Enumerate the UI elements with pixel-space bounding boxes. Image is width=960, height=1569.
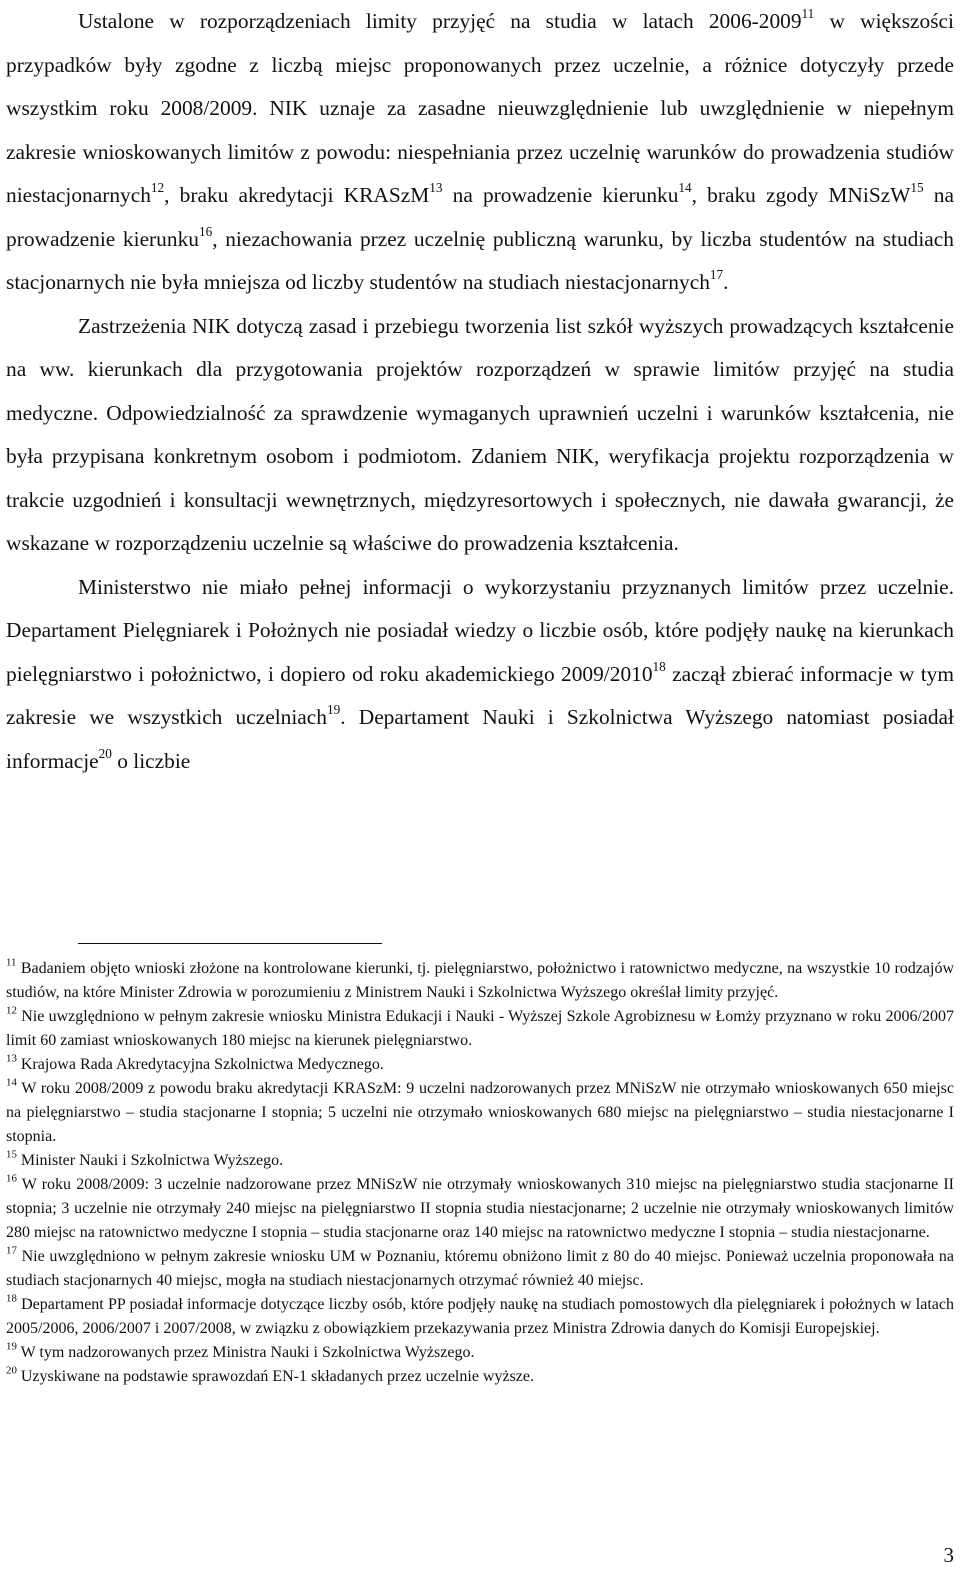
footnote-ref[interactable]: 12 xyxy=(150,180,165,196)
footnote-number: 13 xyxy=(6,1052,17,1065)
footnote-ref[interactable]: 13 xyxy=(429,180,443,196)
text-run: , niezachowania przez uczelnię publiczną warunku, by liczba studentów na studiach stacjonarnych nie była mniejsza od liczby studentów na studiach niestacjonarnych xyxy=(6,226,954,294)
footnote-text: Nie uwzględniono w pełnym zakresie wniosku Ministra Edukacji i Nauki - Wyższej Szkole Agrobiznesu w Łomży przyznano w roku 2006/2007 limit 60 zamiast wnioskowanych 180 miejsc na kierunek pielęgniarstwo. xyxy=(6,1008,954,1049)
footnote-13 xyxy=(6,1053,954,1077)
footnote-text: W tym nadzorowanych przez Ministra Nauki i Szkolnictwa Wyższego. xyxy=(20,1344,475,1361)
footnote-number: 20 xyxy=(6,1364,17,1377)
paragraph-2: Zastrzeżenia NIK dotyczą zasad i przebiegu tworzenia list szkół wyższych prowadzących kształcenie na ww. kierunkach dla przygotowania projektów rozporządzeń w sprawie limitów przyjęć na studia medyczne. Odpowiedzialność za sprawdzenie wymaganych uprawnień uczelni i warunków kształcenia, nie była przypisana konkretnym osobom i podmiotom. Zdaniem NIK, weryfikacja projektu rozporządzenia w trakcie uzgodnień i konsultacji wewnętrznych, międzyresortowych i społecznych, nie dawała gwarancji, że wskazane w rozporządzeniu uczelnie są właściwe do prowadzenia kształcenia. xyxy=(6,313,954,555)
footnote-17 xyxy=(6,1245,954,1293)
footnote-ref[interactable]: 15 xyxy=(910,180,924,196)
text-run: zaczął zbierać informacje w tym zakresie we wszystkich uczelniach xyxy=(6,661,954,729)
text-run: na prowadzenie kierunku xyxy=(6,183,954,251)
footnote-number: 14 xyxy=(6,1076,17,1089)
text-run: o liczbie xyxy=(111,748,191,773)
text-run: Ustalone w rozporządzeniach limity przyjęć na studia w latach 2006-2009 xyxy=(78,9,802,33)
text-run: , braku zgody MNiSzW xyxy=(691,183,911,207)
footnote-number: 15 xyxy=(6,1148,17,1161)
body-text xyxy=(6,0,954,783)
footnote-ref[interactable]: 17 xyxy=(709,267,724,283)
footnote-18 xyxy=(6,1293,954,1341)
footnote-number: 11 xyxy=(6,956,17,969)
footnote-ref[interactable]: 20 xyxy=(98,745,112,761)
text-run: . Departament Nauki i Szkolnictwa Wyższego natomiast posiadał informacje xyxy=(6,705,954,773)
text-run: Ministerstwo nie miało pełnej informacji o wykorzystaniu przyznanych limitów przez uczelnie. Departament Pielęgniarek i Położnych nie posiadał wiedzy o liczbie osób, które podjęły naukę na kierunkach pielęgniarstwo i położnictwo, i dopiero od roku akademickiego 2009/2010 xyxy=(6,574,954,686)
text-run: na prowadzenie kierunku xyxy=(442,183,679,207)
footnote-19 xyxy=(6,1341,954,1365)
footnote-text: Nie uwzględniono w pełnym zakresie wniosku UM w Poznaniu, któremu obniżono limit z 80 do 40 miejsc. Ponieważ uczelnia proponowała na studiach stacjonarnych 40 miejsc, mogła na studiach niestacjonarnych otrzymać również 40 miejsc. xyxy=(6,1248,955,1289)
text-run: w większości przypadków były zgodne z liczbą miejsc proponowanych przez uczelnie, a różnice dotyczyły przede wszystkim roku 2008/2009. NIK uznaje za zasadne nieuwzględnienie lub uwzględnienie w niepełnym zakresie wnioskowanych limitów z powodu: niespełniania przez uczelnię warunków do prowadzenia studiów niestacjonarnych xyxy=(6,9,954,207)
footnote-ref[interactable]: 11 xyxy=(801,6,815,22)
footnote-ref[interactable]: 16 xyxy=(198,223,213,239)
footnotes xyxy=(6,957,954,1389)
footnote-number: 16 xyxy=(6,1172,17,1185)
footnote-separator xyxy=(78,943,382,944)
footnote-15 xyxy=(6,1149,954,1173)
footnote-text: Badaniem objęto wnioski złożone na kontrolowane kierunki, tj. pielęgniarstwo, położnictwo i ratownictwo medyczne, na wszystkie 10 rodzajów studiów, na które Minister Zdrowia w porozumieniu z Ministrem Nauki i Szkolnictwa Wyższego określał limity przyjęć. xyxy=(6,960,954,1001)
text-run: . xyxy=(723,270,729,294)
footnote-number: 17 xyxy=(6,1244,17,1257)
footnote-text: Departament PP posiadał informacje dotyczące liczby osób, które podjęły naukę na studiach pomostowych dla pielęgniarek i położnych w latach 2005/2006, 2006/2007 i 2007/2008, w związku z obowiązkiem przekazywania przez Ministra Zdrowia danych do Komisji Europejskiej. xyxy=(6,1296,954,1337)
footnote-text: Minister Nauki i Szkolnictwa Wyższego. xyxy=(20,1152,284,1169)
footnote-12 xyxy=(6,1005,954,1053)
footnote-number: 19 xyxy=(6,1340,17,1353)
footnote-ref[interactable]: 19 xyxy=(326,702,341,718)
footnote-text: W roku 2008/2009 z powodu braku akredytacji KRASzM: 9 uczelni nadzorowanych przez MNiSzW nie otrzymało wnioskowanych 650 miejsc na pielęgniarstwo – studia stacjonarne I stopnia; 5 uczelni nie otrzymało wnioskowanych 680 miejsc na pielęgniarstwo – studia niestacjonarne I stopnia. xyxy=(6,1080,955,1145)
footnote-text: Uzyskiwane na podstawie sprawozdań EN-1 składanych przez uczelnie wyższe. xyxy=(20,1368,534,1385)
footnote-text: W roku 2008/2009: 3 uczelnie nadzorowane przez MNiSzW nie otrzymały wnioskowanych 310 miejsc na pielęgniarstwo studia stacjonarne II stopnia; 3 uczelnie nie otrzymały 240 miejsc na pielęgniarstwo II stopnia studia niestacjonarne; 2 uczelnie nie otrzymały wnioskowanych limitów 280 miejsc na ratownictwo medyczne I stopnia – studia stacjonarne oraz 140 miejsc na ratownictwo medyczne I stopnia – studia niestacjonarne. xyxy=(6,1176,954,1241)
footnote-number: 18 xyxy=(6,1292,17,1305)
footnote-11 xyxy=(6,957,954,1005)
footnote-text: Krajowa Rada Akredytacyjna Szkolnictwa Medycznego. xyxy=(20,1056,384,1073)
footnote-16 xyxy=(6,1173,954,1245)
footnote-ref[interactable]: 14 xyxy=(678,180,692,196)
paragraph-1 xyxy=(6,0,954,305)
page-number: 3 xyxy=(943,1543,954,1567)
paragraph-3 xyxy=(6,566,954,784)
text-run: , braku akredytacji KRASzM xyxy=(164,183,430,207)
footnote-ref[interactable]: 18 xyxy=(652,658,666,674)
footnote-14 xyxy=(6,1077,954,1149)
footnote-20 xyxy=(6,1365,954,1389)
footnote-number: 12 xyxy=(6,1004,17,1017)
